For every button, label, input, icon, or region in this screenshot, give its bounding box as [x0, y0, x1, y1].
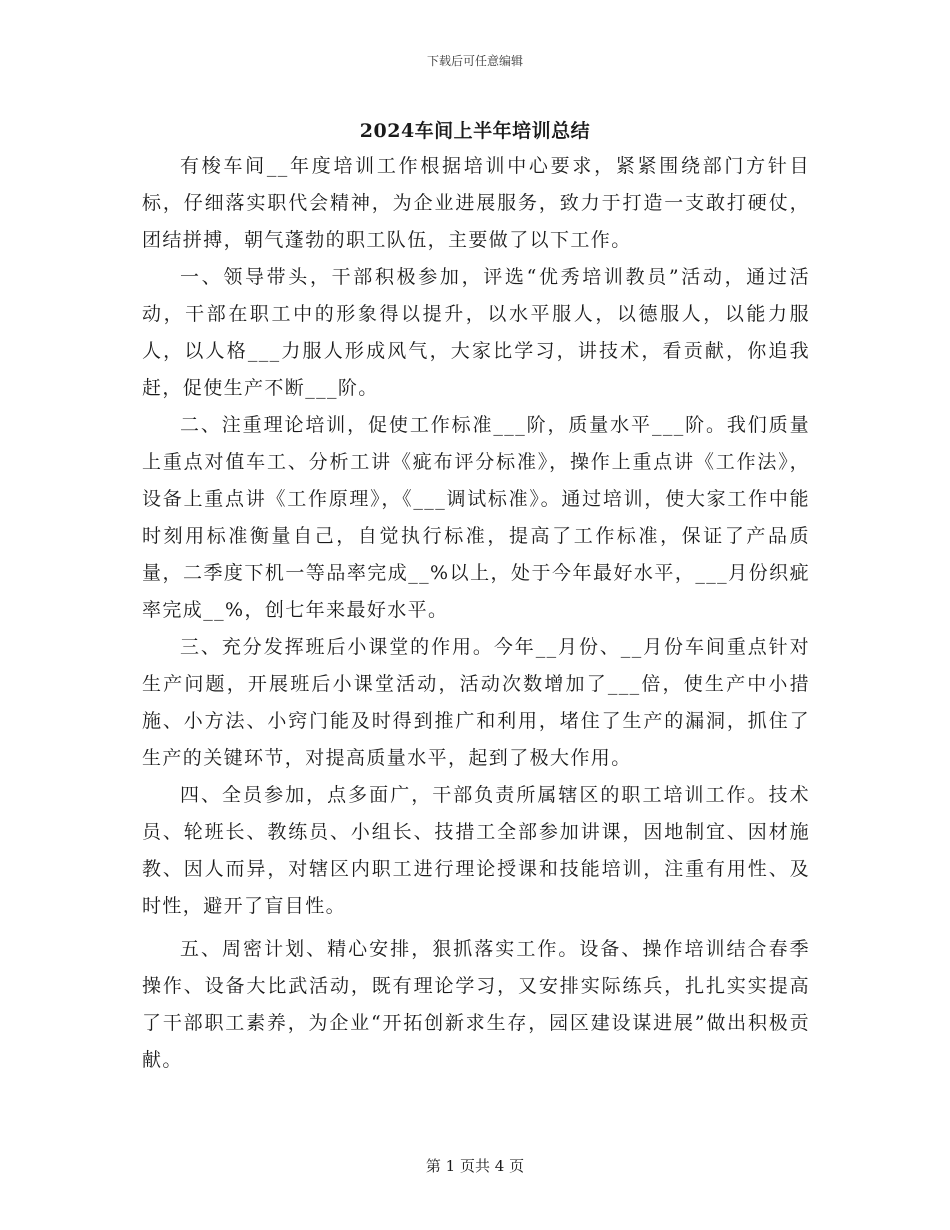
- document-body: [142, 148, 810, 1079]
- page-number: 第 1 页共 4 页: [425, 1157, 525, 1175]
- paragraph-section-2: 二、注重理论培训，促使工作标准___阶，质量水平___阶。我们质量上重点对值车工、分析工讲《疵布评分标准》，操作上重点讲《工作法》，设备上重点讲《工作原理》，《___调试标准》。通过培训，使大家工作中能时刻用标准衡量自己，自觉执行标准，提高了工作标准，保证了产品质量，二季度下机一等品率完成__%以上，处于今年最好水平，___月份织疵率完成__%，创七年来最好水平。: [142, 414, 810, 621]
- document-title: 2024车间上半年培训总结: [359, 120, 591, 142]
- paragraph-section-4: 四、全员参加，点多面广，干部负责所属辖区的职工培训工作。技术员、轮班长、教练员、小组长、技措工全部参加讲课，因地制宜、因材施教、因人而异，对辖区内职工进行理论授课和技能培训，注重有用性、及时性，避开了盲目性。: [142, 784, 810, 917]
- paragraph-section-5: 五、周密计划、精心安排，狠抓落实工作。设备、操作培训结合春季操作、设备大比武活动，既有理论学习，又安排实际练兵，扎扎实实提高了干部职工素养，为企业“开拓创新求生存，园区建设谋进展”做出积极贡献。: [142, 938, 810, 1071]
- header-note: 下载后可任意编辑: [426, 54, 523, 68]
- paragraph-intro: 有梭车间__年度培训工作根据培训中心要求，紧紧围绕部门方针目标，仔细落实职代会精神，为企业进展服务，致力于打造一支敢打硬仗，团结拼搏，朝气蓬勃的职工队伍，主要做了以下工作。: [142, 155, 810, 251]
- paragraph-section-1: 一、领导带头，干部积极参加，评选“优秀培训教员”活动，通过活动，干部在职工中的形象得以提升，以水平服人，以德服人，以能力服人，以人格___力服人形成风气，大家比学习，讲技术，看贡献，你追我赶，促使生产不断___阶。: [142, 266, 810, 399]
- paragraph-section-3: 三、充分发挥班后小课堂的作用。今年__月份、__月份车间重点针对生产问题，开展班后小课堂活动，活动次数增加了___倍，使生产中小措施、小方法、小窍门能及时得到推广和利用，堵住了生产的漏洞，抓住了生产的关键环节，对提高质量水平，起到了极大作用。: [142, 636, 810, 769]
